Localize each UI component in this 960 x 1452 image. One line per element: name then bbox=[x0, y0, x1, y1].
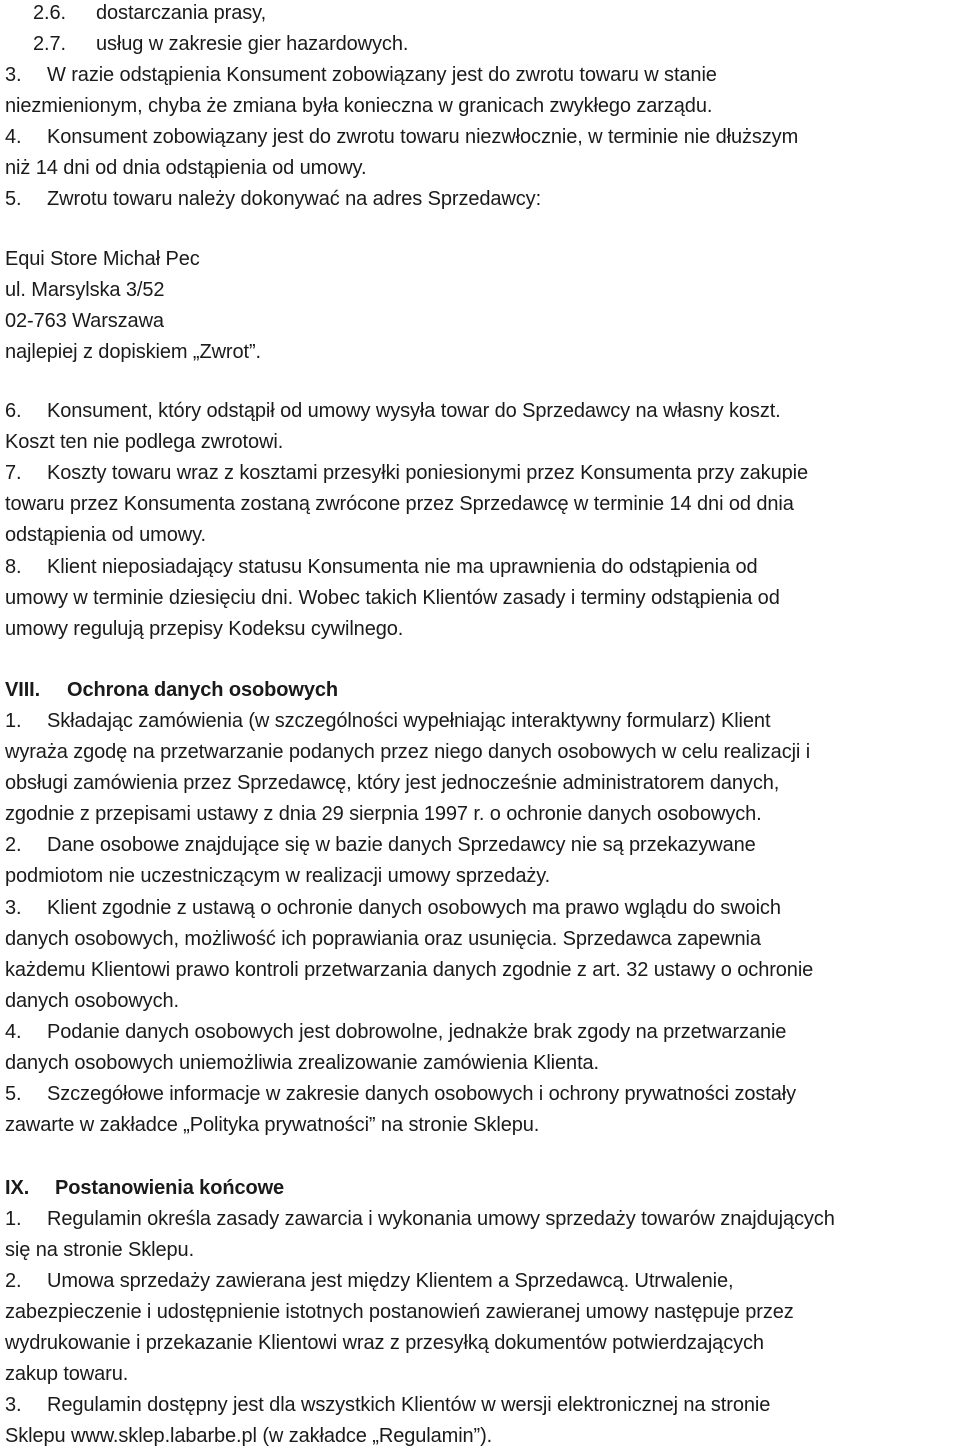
list-item-continuation bbox=[5, 1297, 960, 1328]
item-text: Konsument, który odstąpił od umowy wysyła towar do Sprzedawcy na własny koszt. bbox=[47, 400, 781, 422]
list-item bbox=[5, 122, 960, 153]
item-text: usług w zakresie gier hazardowych. bbox=[96, 33, 409, 55]
item-number: 4. bbox=[5, 126, 22, 148]
item-number: 7. bbox=[5, 462, 22, 484]
item-number: 2. bbox=[5, 1270, 22, 1292]
item-text: Regulamin dostępny jest dla wszystkich Klientów w wersji elektronicznej na stronie bbox=[47, 1394, 771, 1416]
item-text: zgodnie z przepisami ustawy z dnia 29 sierpnia 1997 r. o ochronie danych osobowych. bbox=[5, 803, 762, 825]
item-text: wyraża zgodę na przetwarzanie podanych przez niego danych osobowych w celu realizacji i bbox=[5, 741, 811, 763]
list-item-continuation bbox=[5, 1110, 960, 1141]
list-item-continuation bbox=[5, 614, 960, 645]
address-city: 02-763 Warszawa bbox=[5, 310, 164, 332]
item-text: podmiotom nie uczestniczącym w realizacji umowy sprzedaży. bbox=[5, 865, 551, 887]
list-item-continuation bbox=[5, 520, 960, 551]
list-item bbox=[5, 458, 960, 489]
list-item bbox=[5, 1204, 960, 1235]
list-item-continuation bbox=[5, 427, 960, 458]
item-text: Koszt ten nie podlega zwrotowi. bbox=[5, 431, 284, 453]
list-item bbox=[5, 60, 960, 91]
list-item bbox=[5, 552, 960, 583]
item-text: danych osobowych. bbox=[5, 990, 179, 1012]
list-item-continuation bbox=[5, 1421, 960, 1452]
list-item bbox=[5, 396, 960, 427]
list-item bbox=[5, 893, 960, 924]
item-number: 5. bbox=[5, 1083, 22, 1105]
address-street: ul. Marsylska 3/52 bbox=[5, 279, 165, 301]
list-item-continuation bbox=[5, 1328, 960, 1359]
item-number: 8. bbox=[5, 556, 22, 578]
item-text: danych osobowych uniemożliwia zrealizowanie zamówienia Klienta. bbox=[5, 1052, 600, 1074]
list-item bbox=[5, 706, 960, 737]
item-text: Dane osobowe znajdujące się w bazie danych Sprzedawcy nie są przekazywane bbox=[47, 834, 756, 856]
item-text: każdemu Klientowi prawo kontroli przetwarzania danych zgodnie z art. 32 ustawy o ochronie bbox=[5, 959, 814, 981]
item-text: Konsument zobowiązany jest do zwrotu towaru niezwłocznie, w terminie nie dłuższym bbox=[47, 126, 799, 148]
item-text: zawarte w zakładce „Polityka prywatności” na stronie Sklepu. bbox=[5, 1114, 540, 1136]
item-text: Składając zamówienia (w szczególności wypełniając interaktywny formularz) Klient bbox=[47, 710, 771, 732]
item-text: Klient nieposiadający statusu Konsumenta nie ma uprawnienia do odstąpienia od bbox=[47, 556, 758, 578]
item-text: umowy w terminie dziesięciu dni. Wobec takich Klientów zasady i terminy odstąpienia od bbox=[5, 587, 780, 609]
item-number: 6. bbox=[5, 400, 22, 422]
section-number: IX. bbox=[5, 1177, 30, 1199]
item-text: zakup towaru. bbox=[5, 1363, 129, 1385]
list-item-continuation bbox=[5, 737, 960, 768]
section-number: VIII. bbox=[5, 679, 41, 701]
list-item-continuation bbox=[5, 924, 960, 955]
address-note: najlepiej z dopiskiem „Zwrot”. bbox=[5, 341, 261, 363]
item-text: Podanie danych osobowych jest dobrowolne, jednakże brak zgody na przetwarzanie bbox=[47, 1021, 787, 1043]
list-item bbox=[5, 830, 960, 861]
section-title: Ochrona danych osobowych bbox=[67, 679, 338, 701]
item-number: 3. bbox=[5, 64, 22, 86]
item-text: towaru przez Konsumenta zostaną zwrócone przez Sprzedawcę w terminie 14 dni od dnia bbox=[5, 493, 794, 515]
item-text: danych osobowych, możliwość ich poprawiania oraz usunięcia. Sprzedawca zapewnia bbox=[5, 928, 761, 950]
item-number: 3. bbox=[5, 1394, 22, 1416]
section-heading bbox=[5, 675, 960, 706]
list-item-continuation bbox=[5, 153, 960, 184]
section-heading bbox=[5, 1173, 960, 1204]
item-text: Klient zgodnie z ustawą o ochronie danych osobowych ma prawo wglądu do swoich bbox=[47, 897, 781, 919]
item-number: 4. bbox=[5, 1021, 22, 1043]
item-text: obsługi zamówienia przez Sprzedawcę, który jest jednocześnie administratorem danych, bbox=[5, 772, 780, 794]
item-number: 2.6. bbox=[33, 2, 66, 24]
list-item-continuation bbox=[5, 768, 960, 799]
item-text: wydrukowanie i przekazanie Klientowi wraz z przesyłką dokumentów potwierdzających bbox=[5, 1332, 764, 1354]
list-item bbox=[5, 1390, 960, 1421]
list-item-continuation bbox=[5, 1235, 960, 1266]
item-number: 3. bbox=[5, 897, 22, 919]
list-item-continuation bbox=[5, 583, 960, 614]
list-item-continuation bbox=[5, 1359, 960, 1390]
item-text: niż 14 dni od dnia odstąpienia od umowy. bbox=[5, 157, 367, 179]
item-text: Umowa sprzedaży zawierana jest między Klientem a Sprzedawcą. Utrwalenie, bbox=[47, 1270, 734, 1292]
item-text: dostarczania prasy, bbox=[96, 2, 267, 24]
item-number: 1. bbox=[5, 1208, 22, 1230]
item-text: niezmienionym, chyba że zmiana była konieczna w granicach zwykłego zarządu. bbox=[5, 95, 713, 117]
item-number: 5. bbox=[5, 188, 22, 210]
list-item-continuation bbox=[5, 955, 960, 986]
item-text: umowy regulują przepisy Kodeksu cywilnego. bbox=[5, 618, 404, 640]
item-text: W razie odstąpienia Konsument zobowiązany jest do zwrotu towaru w stanie bbox=[47, 64, 717, 86]
list-item bbox=[33, 0, 960, 29]
list-item bbox=[33, 29, 960, 60]
item-text: Sklepu www.sklep.labarbe.pl (w zakładce „Regulamin”). bbox=[5, 1425, 493, 1447]
item-text: się na stronie Sklepu. bbox=[5, 1239, 195, 1261]
item-number: 2. bbox=[5, 834, 22, 856]
list-item bbox=[5, 1079, 960, 1110]
item-text: Koszty towaru wraz z kosztami przesyłki poniesionymi przez Konsumenta przy zakupie bbox=[47, 462, 808, 484]
item-text: Zwrotu towaru należy dokonywać na adres Sprzedawcy: bbox=[47, 188, 542, 210]
item-text: Szczegółowe informacje w zakresie danych osobowych i ochrony prywatności zostały bbox=[47, 1083, 797, 1105]
list-item-continuation bbox=[5, 986, 960, 1017]
list-item-continuation bbox=[5, 861, 960, 892]
item-text: zabezpieczenie i udostępnienie istotnych postanowień zawieranej umowy następuje przez bbox=[5, 1301, 794, 1323]
list-item-continuation bbox=[5, 799, 960, 830]
list-item-continuation bbox=[5, 489, 960, 520]
item-number: 2.7. bbox=[33, 33, 66, 55]
item-text: Regulamin określa zasady zawarcia i wykonania umowy sprzedaży towarów znajdujących bbox=[47, 1208, 835, 1230]
list-item bbox=[5, 184, 960, 215]
item-number: 1. bbox=[5, 710, 22, 732]
item-text: odstąpienia od umowy. bbox=[5, 524, 206, 546]
list-item-continuation bbox=[5, 91, 960, 122]
list-item-continuation bbox=[5, 1048, 960, 1079]
list-item bbox=[5, 1017, 960, 1048]
address-company: Equi Store Michał Pec bbox=[5, 248, 200, 270]
section-title: Postanowienia końcowe bbox=[55, 1177, 285, 1199]
list-item bbox=[5, 1266, 960, 1297]
